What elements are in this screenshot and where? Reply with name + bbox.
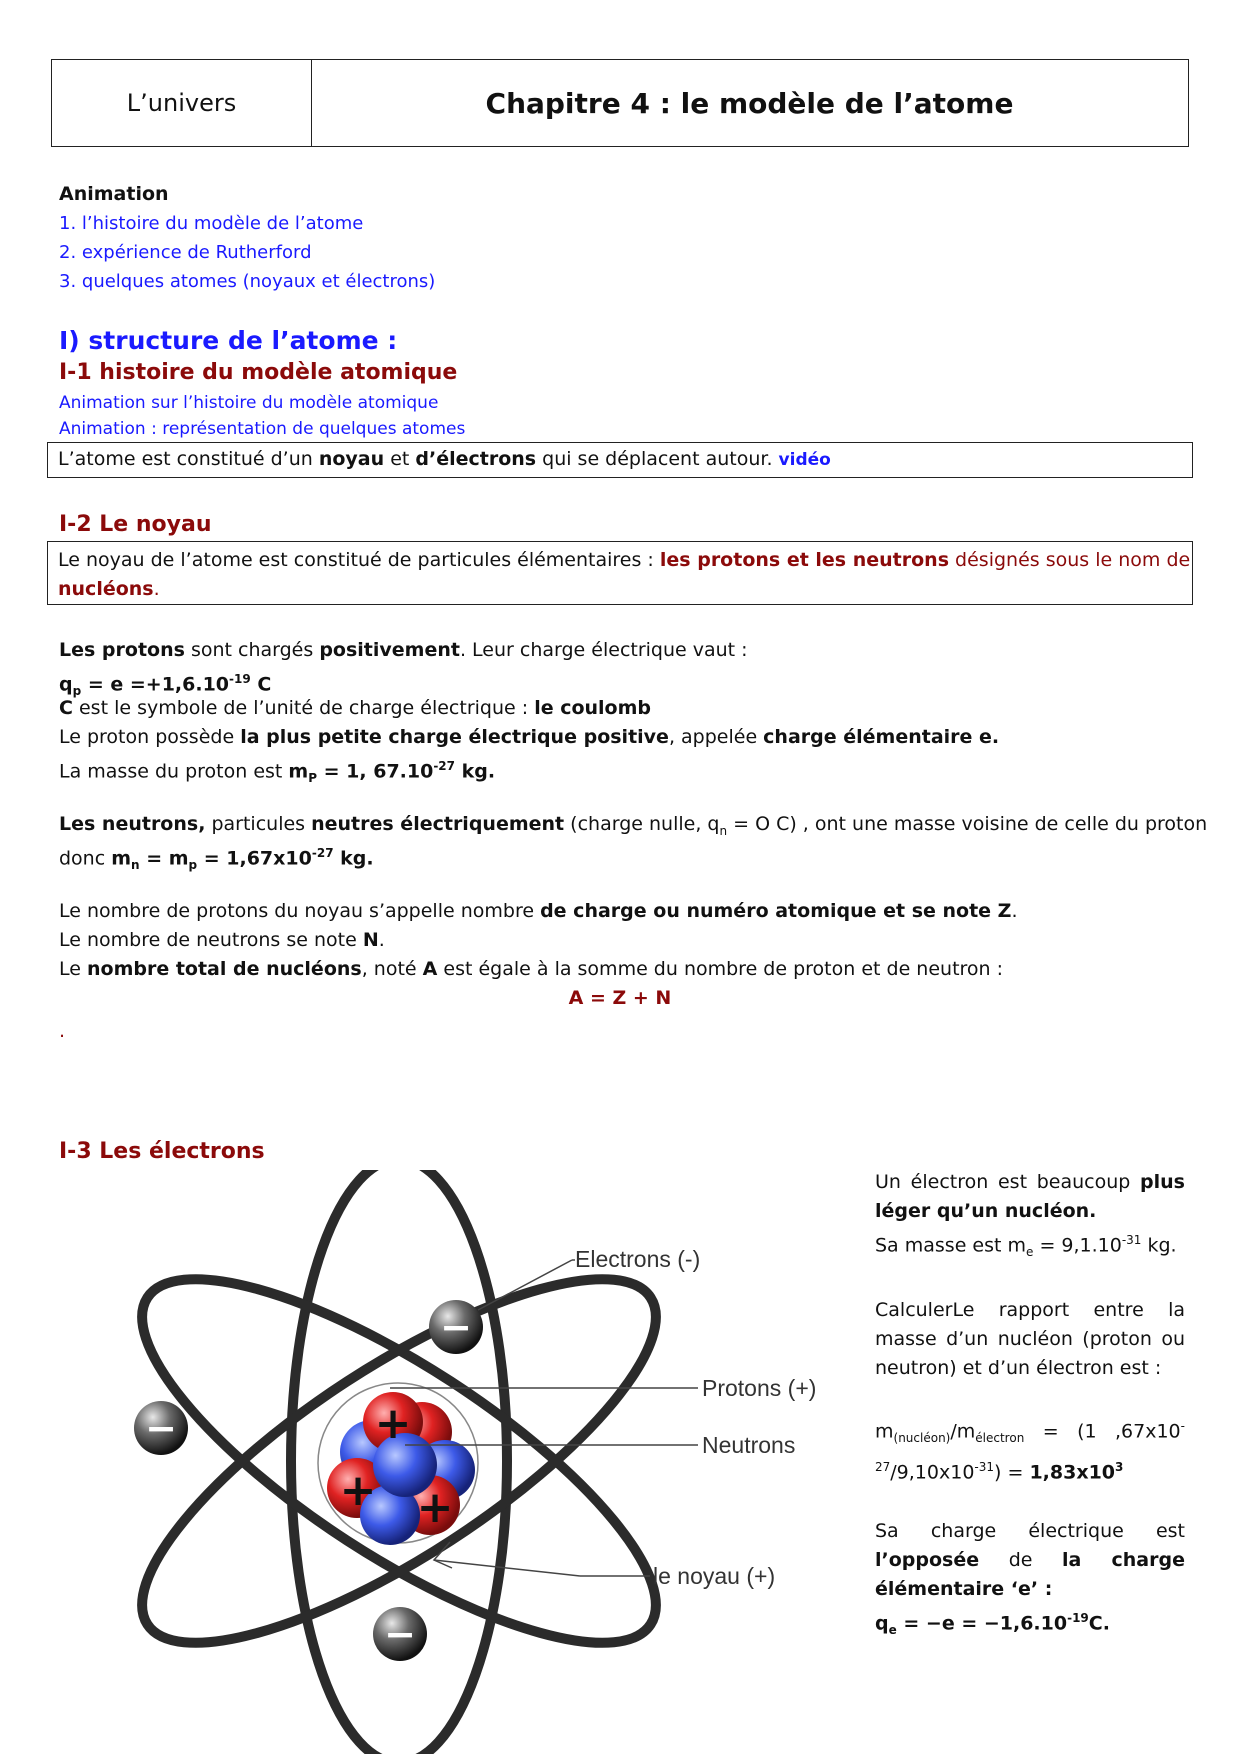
header-chapter-title: Chapitre 4 : le modèle de l’atome (485, 86, 1014, 120)
text: . (153, 578, 160, 600)
text-bold: plus léger qu’un nucléon. (875, 1171, 1185, 1222)
text: q (875, 1611, 889, 1634)
header-subject: L’univers (52, 60, 312, 146)
electron-side-text (875, 1168, 1185, 1645)
text-bold: m (288, 760, 309, 783)
text-bold: charge élémentaire e. (763, 726, 1000, 748)
superscript: -19 (229, 672, 251, 686)
link-atoms-representation[interactable]: Animation : représentation de quelques atomes (59, 419, 466, 439)
text-bold: le coulomb (534, 697, 652, 719)
text-bold: A (422, 958, 438, 980)
text: C (250, 673, 272, 696)
text: , noté (361, 958, 423, 980)
text-bold: 1,83x10 (1029, 1461, 1116, 1484)
text: /9,10x10 (890, 1461, 975, 1484)
text-bold: de charge ou numéro atomique et se note Z (540, 900, 1012, 922)
text: = O C) , ont une masse voisine de celle du proton (727, 813, 1208, 835)
subsection-1-title: I-1 histoire du modèle atomique (59, 360, 458, 385)
protons-line-3 (59, 694, 651, 723)
plus-sign: + (339, 1465, 377, 1516)
nucleus-definition-box (47, 541, 1193, 605)
minus-sign: − (384, 1612, 416, 1656)
electron-mass-paragraph (875, 1168, 1185, 1267)
stray-dot: . (59, 1020, 66, 1042)
plus-sign: + (374, 1398, 412, 1449)
text: particules (205, 813, 312, 835)
text: . (378, 929, 385, 951)
subscript: n (719, 823, 728, 838)
text: kg. (1141, 1234, 1177, 1257)
text: est le symbole de l’unité de charge électrique : (72, 697, 535, 719)
text: de (979, 1548, 1063, 1571)
nucleon-formula: A = Z + N (568, 987, 672, 1009)
subsection-2-title: I-2 Le noyau (59, 512, 212, 537)
text-bold: Les neutrons, (59, 813, 206, 835)
electron-charge-paragraph (875, 1517, 1185, 1604)
subscript: électron (975, 1431, 1025, 1446)
text-bold: = 1,67x10 (197, 847, 312, 870)
text: Le proton possède (59, 726, 241, 748)
atom-diagram (60, 1170, 860, 1754)
text: ) = (994, 1461, 1030, 1484)
text: Le nombre de protons du noyau s’appelle nombre (59, 900, 541, 922)
text-bold: Les protons (59, 639, 185, 661)
superscript: -27 (875, 1419, 1185, 1475)
text-bold: m (111, 847, 132, 870)
subscript: e (1026, 1245, 1034, 1260)
text: Le noyau de l’atome est constitué de particules élémentaires : (58, 549, 660, 571)
text-bold: N (362, 929, 379, 951)
text: Le nombre de neutrons se note (59, 929, 363, 951)
neutrons-mass-line (59, 839, 374, 880)
electron (373, 1607, 427, 1661)
protons-line-1 (59, 636, 748, 665)
minus-sign: − (145, 1406, 177, 1450)
text: (charge nulle, q (564, 813, 720, 835)
superscript: 3 (1115, 1460, 1124, 1475)
text: = 9,1.10 (1033, 1234, 1122, 1257)
superscript: -19 (1067, 1610, 1089, 1625)
video-link[interactable]: vidéo (778, 450, 831, 470)
animation-link-atoms[interactable]: 3. quelques atomes (noyaux et électrons) (59, 271, 436, 292)
electron (429, 1300, 483, 1354)
text: q (59, 673, 73, 696)
animation-link-history[interactable]: 1. l’histoire du modèle de l’atome (59, 213, 364, 234)
text: donc (59, 847, 112, 870)
link-history-model[interactable]: Animation sur l’histoire du modèle atomique (59, 393, 439, 413)
animation-title: Animation (59, 183, 169, 205)
section-title: I) structure de l’atome : (59, 326, 398, 355)
subscript: (nucléon) (893, 1431, 951, 1446)
text: = e =+1,6.10 (81, 673, 230, 696)
text-bold: la charge élémentaire ‘e’ : (875, 1548, 1185, 1600)
subscript: p (72, 684, 82, 699)
text-bold: = 1, 67.10 (317, 760, 434, 783)
numbers-line-1 (59, 897, 1018, 926)
pointer-nucleus (434, 1560, 580, 1576)
text: désignés sous le nom de (949, 549, 1191, 571)
text-bold: nombre total de nucléons (86, 958, 362, 980)
text: est égale à la somme du nombre de proton et de neutron : (437, 958, 1004, 980)
text: = (1 ,67x10 (1024, 1420, 1181, 1443)
text: Le (59, 958, 87, 980)
text: = −e = −1,6.10 (896, 1611, 1068, 1634)
text-bold: positivement (319, 639, 460, 661)
label-electrons: Electrons (-) (575, 1246, 701, 1272)
label-neutrons: Neutrons (702, 1432, 796, 1458)
text: . Leur charge électrique vaut : (459, 639, 748, 661)
text-bold: kg. (333, 847, 374, 870)
text-bold: noyau (318, 448, 385, 470)
numbers-line-2 (59, 926, 385, 955)
electron-charge-formula (875, 1604, 1185, 1645)
numbers-line-3 (59, 955, 1003, 984)
superscript: -31 (1121, 1233, 1142, 1247)
protons-line-4 (59, 723, 999, 752)
text: et (384, 448, 416, 470)
superscript: -27 (311, 846, 334, 860)
label-nucleus: le noyau (+) (653, 1563, 776, 1589)
text: Sa charge électrique est (875, 1519, 1185, 1542)
text-bold: nucléons (58, 578, 154, 600)
text: Sa masse est m (875, 1234, 1027, 1257)
text: , appelée (668, 726, 764, 748)
text-bold: neutres électriquement (311, 813, 565, 835)
subscript: P (308, 771, 318, 786)
subscript: n (131, 858, 140, 873)
text-bold: l’opposée (875, 1548, 980, 1571)
superscript: -31 (974, 1460, 995, 1475)
text: . (1011, 900, 1018, 922)
text: sont chargés (184, 639, 320, 661)
minus-sign: − (440, 1305, 472, 1349)
text: C. (1088, 1611, 1110, 1634)
text-bold: d’électrons (415, 448, 537, 470)
text: Un électron est beaucoup (875, 1171, 1141, 1193)
text-bold: C (59, 697, 73, 719)
text-bold: les protons et les neutrons (659, 549, 950, 571)
text-bold: la plus petite charge électrique positive (240, 726, 669, 748)
electron (134, 1401, 188, 1455)
text: m (875, 1420, 894, 1443)
subsection-3-title: I-3 Les électrons (59, 1139, 265, 1164)
ratio-formula-paragraph (875, 1412, 1185, 1487)
subscript: p (188, 858, 198, 873)
label-protons: Protons (+) (702, 1375, 817, 1401)
animation-link-rutherford[interactable]: 2. expérience de Rutherford (59, 242, 312, 263)
subscript: e (888, 1622, 897, 1637)
text-bold: = m (139, 847, 189, 870)
text: La masse du proton est (59, 760, 289, 783)
ratio-intro-paragraph: CalculerLe rapport entre la masse d’un nucléon (proton ou neutron) et d’un électron est : (875, 1299, 1185, 1380)
text-bold: kg. (455, 760, 496, 783)
text: qui se déplacent autour. (536, 448, 779, 470)
plus-sign: + (416, 1482, 454, 1533)
text: L’atome est constitué d’un (58, 448, 319, 470)
atom-definition-box (47, 442, 1193, 478)
superscript: -27 (433, 759, 456, 773)
protons-mass-line (59, 752, 495, 793)
text: /m (950, 1420, 976, 1443)
header-table (51, 59, 1189, 147)
